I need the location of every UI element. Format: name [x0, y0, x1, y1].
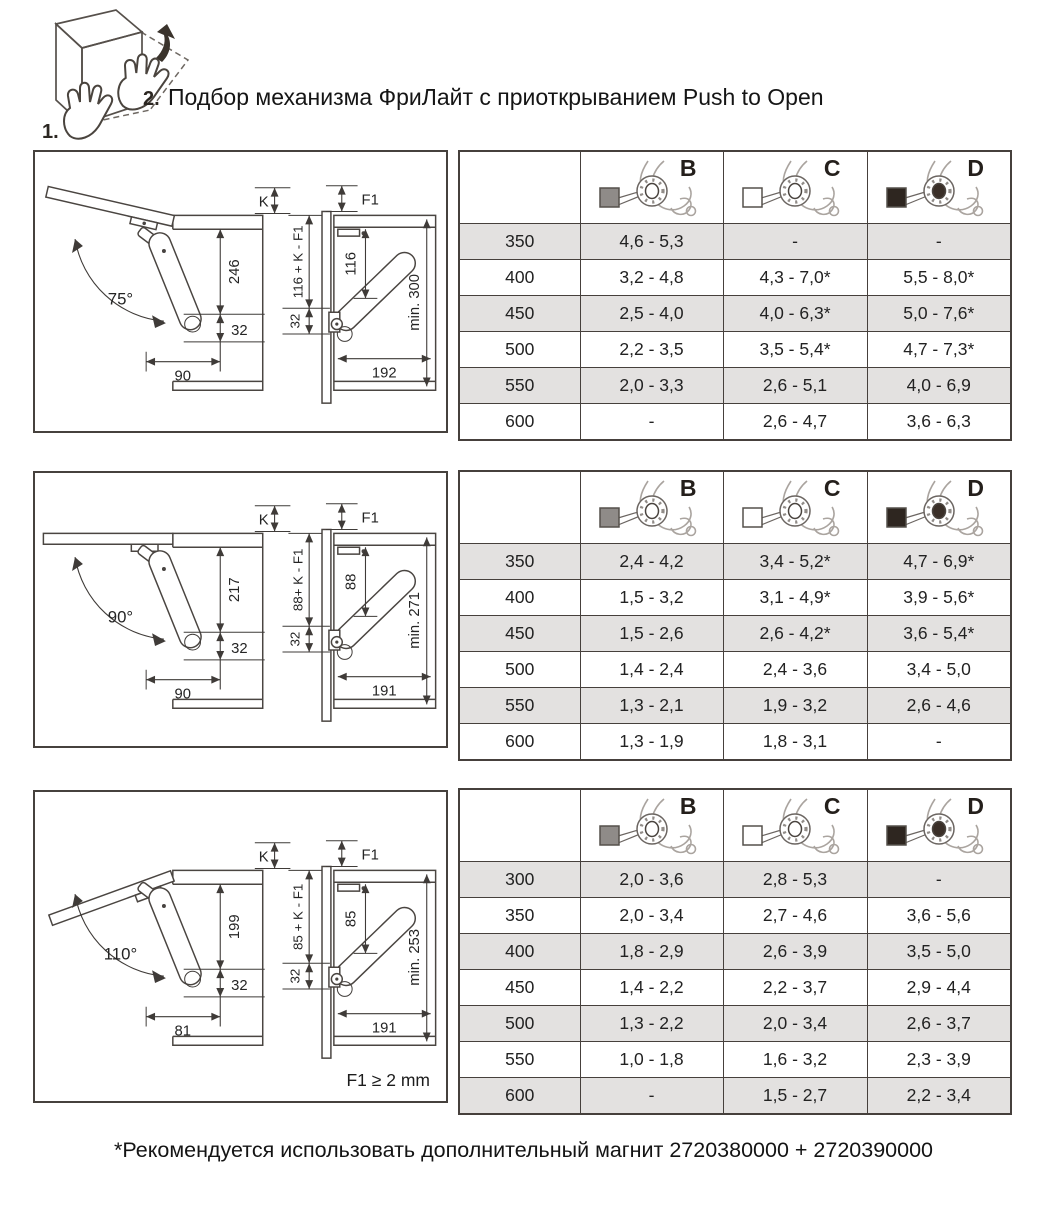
value-cell: 1,4 - 2,4	[580, 652, 723, 688]
table-row	[459, 544, 1011, 580]
value-cell: 2,2 - 3,7	[723, 970, 867, 1006]
value-cell: 2,0 - 3,4	[723, 1006, 867, 1042]
column-letter-d: D	[967, 155, 984, 181]
step-2-label: 2.	[143, 88, 160, 110]
column-header-b	[580, 789, 723, 862]
table-row	[459, 332, 1011, 368]
dim-inner-width-label: 191	[371, 683, 397, 700]
height-cell: 450	[459, 296, 580, 332]
value-cell: -	[580, 404, 723, 441]
value-cell: 1,5 - 2,7	[723, 1078, 867, 1115]
opening-angle-label: 75°	[107, 289, 134, 309]
height-cell: 350	[459, 224, 580, 260]
opening-angle-label: 90°	[107, 607, 134, 627]
value-cell: 3,4 - 5,2*	[723, 544, 867, 580]
height-cell: 400	[459, 260, 580, 296]
fixing-square-d	[887, 826, 906, 845]
column-letter-c: C	[823, 475, 841, 501]
magnet-recommendation-footnote: *Рекомендуется использовать дополнительный магнит 2720380000 + 2720390000	[114, 1138, 933, 1162]
closed-door	[322, 866, 331, 1058]
height-cell: 500	[459, 332, 580, 368]
table-row	[459, 970, 1011, 1006]
value-cell: 3,1 - 4,9*	[723, 580, 867, 616]
value-cell: 2,2 - 3,4	[867, 1078, 1011, 1115]
value-cell: 2,0 - 3,6	[580, 862, 723, 898]
table-row	[459, 934, 1011, 970]
dim-min-height-label: min. 253	[406, 928, 423, 986]
value-cell: 4,6 - 5,3	[580, 224, 723, 260]
value-cell: 2,8 - 5,3	[723, 862, 867, 898]
value-cell: 1,9 - 3,2	[723, 688, 867, 724]
dim-lift-label: 199	[227, 914, 244, 940]
dim-f1-label: F1	[361, 192, 379, 209]
column-header-d	[867, 151, 1011, 224]
spec-table-110	[458, 788, 1012, 1115]
value-cell: -	[580, 1078, 723, 1115]
column-letter-b: B	[679, 793, 697, 819]
dim-depth-label: 81	[174, 1023, 191, 1040]
dim-inner-width-label: 192	[371, 365, 397, 382]
value-cell: 1,3 - 2,2	[580, 1006, 723, 1042]
value-cell: 4,7 - 7,3*	[867, 332, 1011, 368]
fixing-square-b	[600, 188, 619, 207]
dim-offset2-label: 32	[287, 313, 303, 329]
value-cell: -	[867, 724, 1011, 761]
dim-formula-label: 85 + K - F1	[290, 883, 306, 951]
value-cell: 1,5 - 2,6	[580, 616, 723, 652]
value-cell: 2,4 - 4,2	[580, 544, 723, 580]
column-letter-d: D	[967, 793, 984, 819]
hand-icon	[64, 83, 112, 139]
height-cell: 500	[459, 1006, 580, 1042]
value-cell: -	[867, 224, 1011, 260]
spec-table-75	[458, 150, 1012, 441]
value-cell: 2,9 - 4,4	[867, 970, 1011, 1006]
value-cell: 3,9 - 5,6*	[867, 580, 1011, 616]
value-cell: 3,5 - 5,0	[867, 934, 1011, 970]
mechanism-diagram-110	[35, 823, 446, 1070]
value-cell: 2,0 - 3,4	[580, 898, 723, 934]
flap-lid	[43, 533, 172, 551]
table-row	[459, 862, 1011, 898]
height-cell: 600	[459, 724, 580, 761]
closed-door	[322, 529, 331, 721]
table-row	[459, 652, 1011, 688]
value-cell: -	[867, 862, 1011, 898]
dim-k-label: K	[258, 849, 269, 866]
height-cell: 350	[459, 898, 580, 934]
value-cell: 1,4 - 2,2	[580, 970, 723, 1006]
table-row	[459, 368, 1011, 404]
column-header-c	[723, 789, 867, 862]
value-cell: 2,7 - 4,6	[723, 898, 867, 934]
fixing-square-b	[600, 508, 619, 527]
table-row	[459, 404, 1011, 441]
dim-depth-label: 90	[174, 368, 191, 385]
dim-min-height-label: min. 271	[406, 591, 423, 649]
dim-min-height-label: min. 300	[406, 273, 423, 331]
column-letter-c: C	[823, 793, 841, 819]
table-corner-cell	[459, 789, 580, 862]
table-row	[459, 898, 1011, 934]
dim-lift-label: 246	[227, 259, 244, 285]
dim-arm-label: 88	[343, 573, 360, 591]
value-cell: 2,5 - 4,0	[580, 296, 723, 332]
dim-f1-label: F1	[361, 510, 379, 527]
height-cell: 600	[459, 404, 580, 441]
fixing-square-c	[743, 188, 762, 207]
height-cell: 450	[459, 970, 580, 1006]
value-cell: 3,6 - 6,3	[867, 404, 1011, 441]
push-to-open-icon	[20, 4, 200, 146]
height-cell: 550	[459, 1042, 580, 1078]
column-letter-b: B	[679, 475, 697, 501]
value-cell: 3,6 - 5,4*	[867, 616, 1011, 652]
value-cell: 3,2 - 4,8	[580, 260, 723, 296]
value-cell: 2,0 - 3,3	[580, 368, 723, 404]
dim-arm-label: 85	[343, 910, 360, 928]
table-row	[459, 224, 1011, 260]
table-row	[459, 260, 1011, 296]
spec-table-90	[458, 470, 1012, 761]
value-cell: 5,5 - 8,0*	[867, 260, 1011, 296]
f1-minimum-note: F1 ≥ 2 mm	[346, 1070, 430, 1090]
column-letter-c: C	[823, 155, 841, 181]
value-cell: 4,0 - 6,9	[867, 368, 1011, 404]
dim-k-label: K	[258, 194, 269, 211]
fixing-square-b	[600, 826, 619, 845]
table-corner-cell	[459, 151, 580, 224]
value-cell: 3,5 - 5,4*	[723, 332, 867, 368]
value-cell: 1,3 - 2,1	[580, 688, 723, 724]
value-cell: 2,4 - 3,6	[723, 652, 867, 688]
dim-k-label: K	[258, 512, 269, 529]
dim-offset-label: 32	[231, 977, 248, 994]
dim-offset-label: 32	[231, 640, 248, 657]
value-cell: 2,6 - 4,2*	[723, 616, 867, 652]
value-cell: 1,8 - 2,9	[580, 934, 723, 970]
column-header-c	[723, 471, 867, 544]
value-cell: 4,3 - 7,0*	[723, 260, 867, 296]
column-letter-b: B	[679, 155, 697, 181]
height-cell: 600	[459, 1078, 580, 1115]
page-title: Подбор механизма ФриЛайт с приоткрыванием Push to Open	[168, 84, 824, 110]
diagram-panel-110	[33, 790, 448, 1103]
diagram-panel-90	[33, 471, 448, 748]
height-cell: 400	[459, 580, 580, 616]
value-cell: 5,0 - 7,6*	[867, 296, 1011, 332]
value-cell: 4,0 - 6,3*	[723, 296, 867, 332]
dim-f1-label: F1	[361, 847, 379, 864]
value-cell: 1,0 - 1,8	[580, 1042, 723, 1078]
value-cell: 4,7 - 6,9*	[867, 544, 1011, 580]
value-cell: 2,3 - 3,9	[867, 1042, 1011, 1078]
column-header-b	[580, 471, 723, 544]
table-row	[459, 296, 1011, 332]
mechanism-diagram-75	[35, 168, 446, 415]
fixing-square-c	[743, 508, 762, 527]
table-row	[459, 688, 1011, 724]
dim-offset-label: 32	[231, 322, 248, 339]
height-cell: 400	[459, 934, 580, 970]
flap-lid	[44, 186, 174, 232]
dim-arm-label: 116	[343, 252, 360, 276]
column-header-d	[867, 789, 1011, 862]
height-cell: 550	[459, 688, 580, 724]
table-row	[459, 1042, 1011, 1078]
table-corner-cell	[459, 471, 580, 544]
value-cell: 2,6 - 5,1	[723, 368, 867, 404]
mechanism-diagram-90	[35, 486, 446, 733]
column-header-b	[580, 151, 723, 224]
height-cell: 350	[459, 544, 580, 580]
dim-formula-label: 116 + K - F1	[290, 225, 306, 299]
table-row	[459, 1006, 1011, 1042]
value-cell: 2,6 - 3,9	[723, 934, 867, 970]
dim-formula-label: 88+ K - F1	[290, 548, 306, 612]
dim-lift-label: 217	[227, 577, 244, 603]
dim-inner-width-label: 191	[371, 1020, 397, 1037]
height-cell: 450	[459, 616, 580, 652]
closed-door	[322, 211, 331, 403]
value-cell: 2,2 - 3,5	[580, 332, 723, 368]
height-cell: 300	[459, 862, 580, 898]
column-header-d	[867, 471, 1011, 544]
dim-offset2-label: 32	[287, 968, 303, 984]
value-cell: 1,8 - 3,1	[723, 724, 867, 761]
column-letter-d: D	[967, 475, 984, 501]
fixing-square-d	[887, 508, 906, 527]
value-cell: 1,6 - 3,2	[723, 1042, 867, 1078]
value-cell: 1,3 - 1,9	[580, 724, 723, 761]
value-cell: 2,6 - 4,7	[723, 404, 867, 441]
value-cell: 2,6 - 4,6	[867, 688, 1011, 724]
fixing-square-d	[887, 188, 906, 207]
height-cell: 550	[459, 368, 580, 404]
dim-offset2-label: 32	[287, 631, 303, 647]
diagram-panel-75	[33, 150, 448, 433]
table-row	[459, 580, 1011, 616]
fixing-square-c	[743, 826, 762, 845]
cabinet-top-face	[56, 10, 142, 48]
value-cell: 3,4 - 5,0	[867, 652, 1011, 688]
table-row	[459, 1078, 1011, 1115]
value-cell: 2,6 - 3,7	[867, 1006, 1011, 1042]
value-cell: -	[723, 224, 867, 260]
column-header-c	[723, 151, 867, 224]
dim-depth-label: 90	[174, 686, 191, 703]
value-cell: 1,5 - 3,2	[580, 580, 723, 616]
table-row	[459, 616, 1011, 652]
step-1-label: 1.	[42, 121, 59, 143]
opening-angle-label: 110°	[103, 944, 138, 964]
height-cell: 500	[459, 652, 580, 688]
table-row	[459, 724, 1011, 761]
value-cell: 3,6 - 5,6	[867, 898, 1011, 934]
